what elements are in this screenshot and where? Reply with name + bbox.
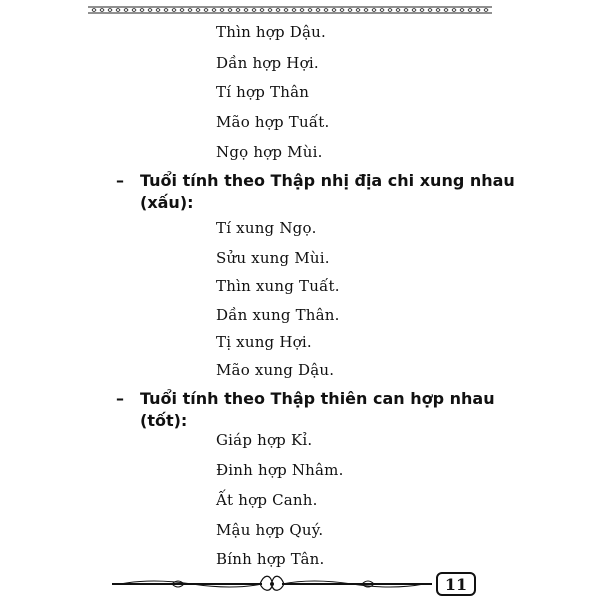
list-item: Sửu xung Mùi.: [216, 249, 330, 267]
section-heading-continuation: (tốt):: [140, 411, 188, 430]
list-item: Mão xung Dậu.: [216, 361, 335, 379]
list-item: Giáp hợp Kỉ.: [216, 431, 313, 449]
list-item: Thìn hợp Dậu.: [216, 23, 326, 41]
section-heading: [116, 388, 495, 410]
list-item: Tí xung Ngọ.: [216, 219, 317, 237]
list-item: Ngọ hợp Mùi.: [216, 143, 323, 161]
list-item: Dần xung Thân.: [216, 306, 340, 324]
section-heading: [116, 170, 515, 192]
list-item: Ất hợp Canh.: [216, 491, 318, 509]
heading-text: Tuổi tính theo Thập nhị địa chi xung nhau: [140, 171, 515, 190]
heading-text: Tuổi tính theo Thập thiên can hợp nhau: [140, 389, 495, 408]
list-item: Tị xung Hợi.: [216, 333, 312, 351]
list-item: Bính hợp Tân.: [216, 550, 325, 568]
list-item: Dần hợp Hợi.: [216, 54, 319, 72]
page-number: 11: [436, 572, 476, 596]
list-item: Đinh hợp Nhâm.: [216, 461, 344, 479]
list-item: Tí hợp Thân: [216, 83, 310, 101]
bottom-ornament-border: [112, 572, 432, 594]
section-heading-continuation: (xấu):: [140, 193, 194, 212]
list-item: Mậu hợp Quý.: [216, 521, 324, 539]
list-item: Mão hợp Tuất.: [216, 113, 330, 131]
list-item: Thìn xung Tuất.: [216, 277, 340, 295]
heading-dash: –: [116, 389, 124, 408]
heading-dash: –: [116, 171, 124, 190]
